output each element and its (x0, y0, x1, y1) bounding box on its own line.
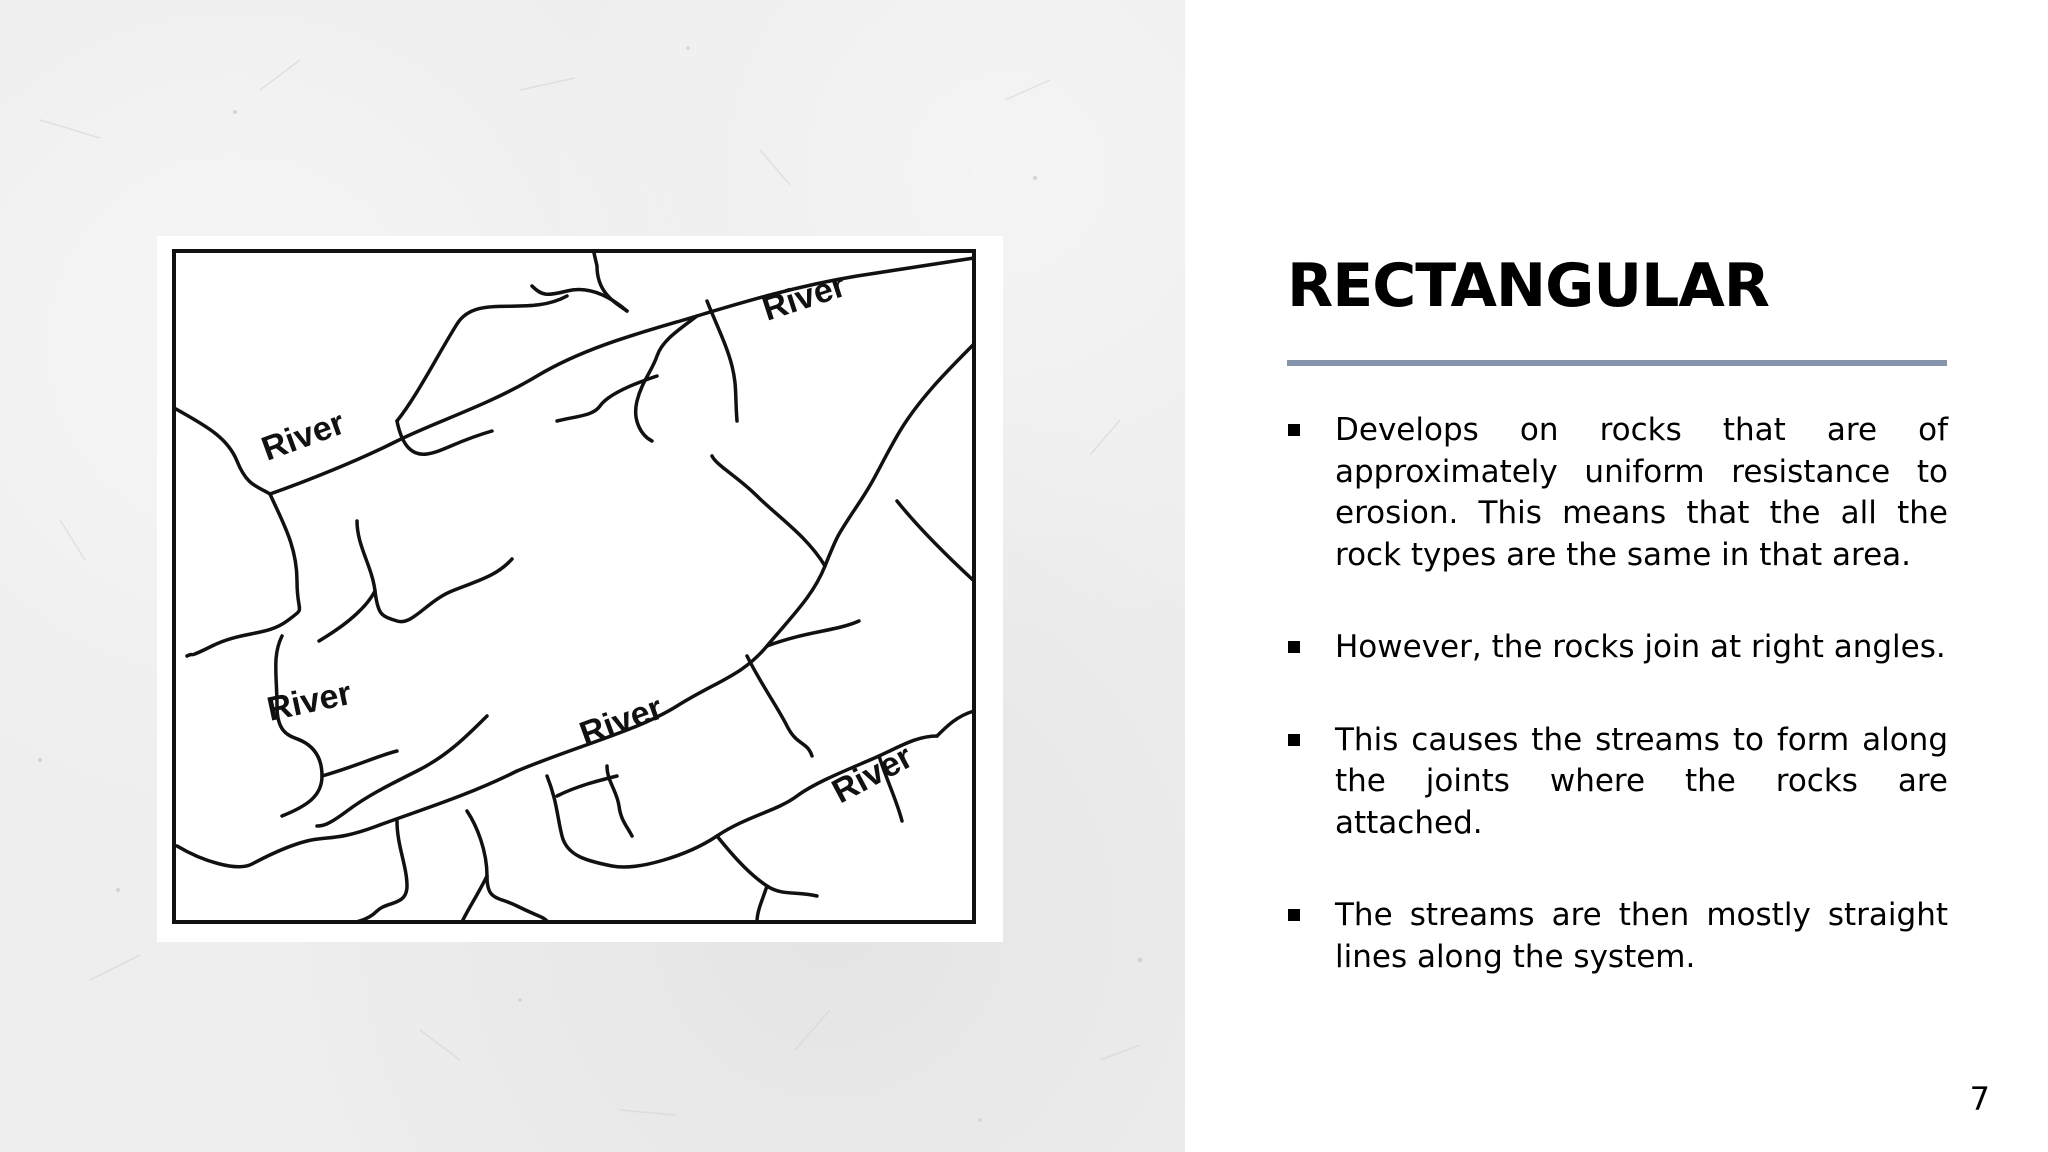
diagram-label-river-1: River (256, 403, 350, 469)
diagram-label-river-4: River (574, 688, 668, 754)
bullet-item (1288, 627, 1948, 669)
bullet-text: This causes the streams to form along the joints where the rocks are attached. (1335, 721, 1948, 841)
bullet-text: The streams are then mostly straight lines along the system. (1335, 897, 1948, 975)
square-bullet-icon (1288, 734, 1300, 746)
diagram-label-river-2: River (757, 266, 851, 329)
bullet-text: Develops on rocks that are of approximately uniform resistance to erosion. This means that the all the rock types are the same in that area. (1335, 412, 1948, 573)
bullet-item (1288, 410, 1948, 576)
bullet-text: However, the rocks join at right angles. (1335, 629, 1946, 665)
rectangular-drainage-diagram (157, 236, 1003, 942)
drainage-diagram-svg (157, 236, 1003, 942)
diagram-border (174, 251, 974, 922)
title-underline (1287, 360, 1947, 366)
page-number: 7 (1969, 1080, 1990, 1118)
diagram-label-river-5: River (825, 737, 919, 812)
diagram-label-river-3: River (263, 673, 355, 729)
square-bullet-icon (1288, 641, 1300, 653)
slide-title: RECTANGULAR (1287, 251, 1769, 321)
bullet-list (1288, 410, 1948, 1029)
content-panel (1185, 0, 2048, 1152)
square-bullet-icon (1288, 909, 1300, 921)
bullet-item (1288, 895, 1948, 978)
square-bullet-icon (1288, 424, 1300, 436)
bullet-item (1288, 720, 1948, 845)
